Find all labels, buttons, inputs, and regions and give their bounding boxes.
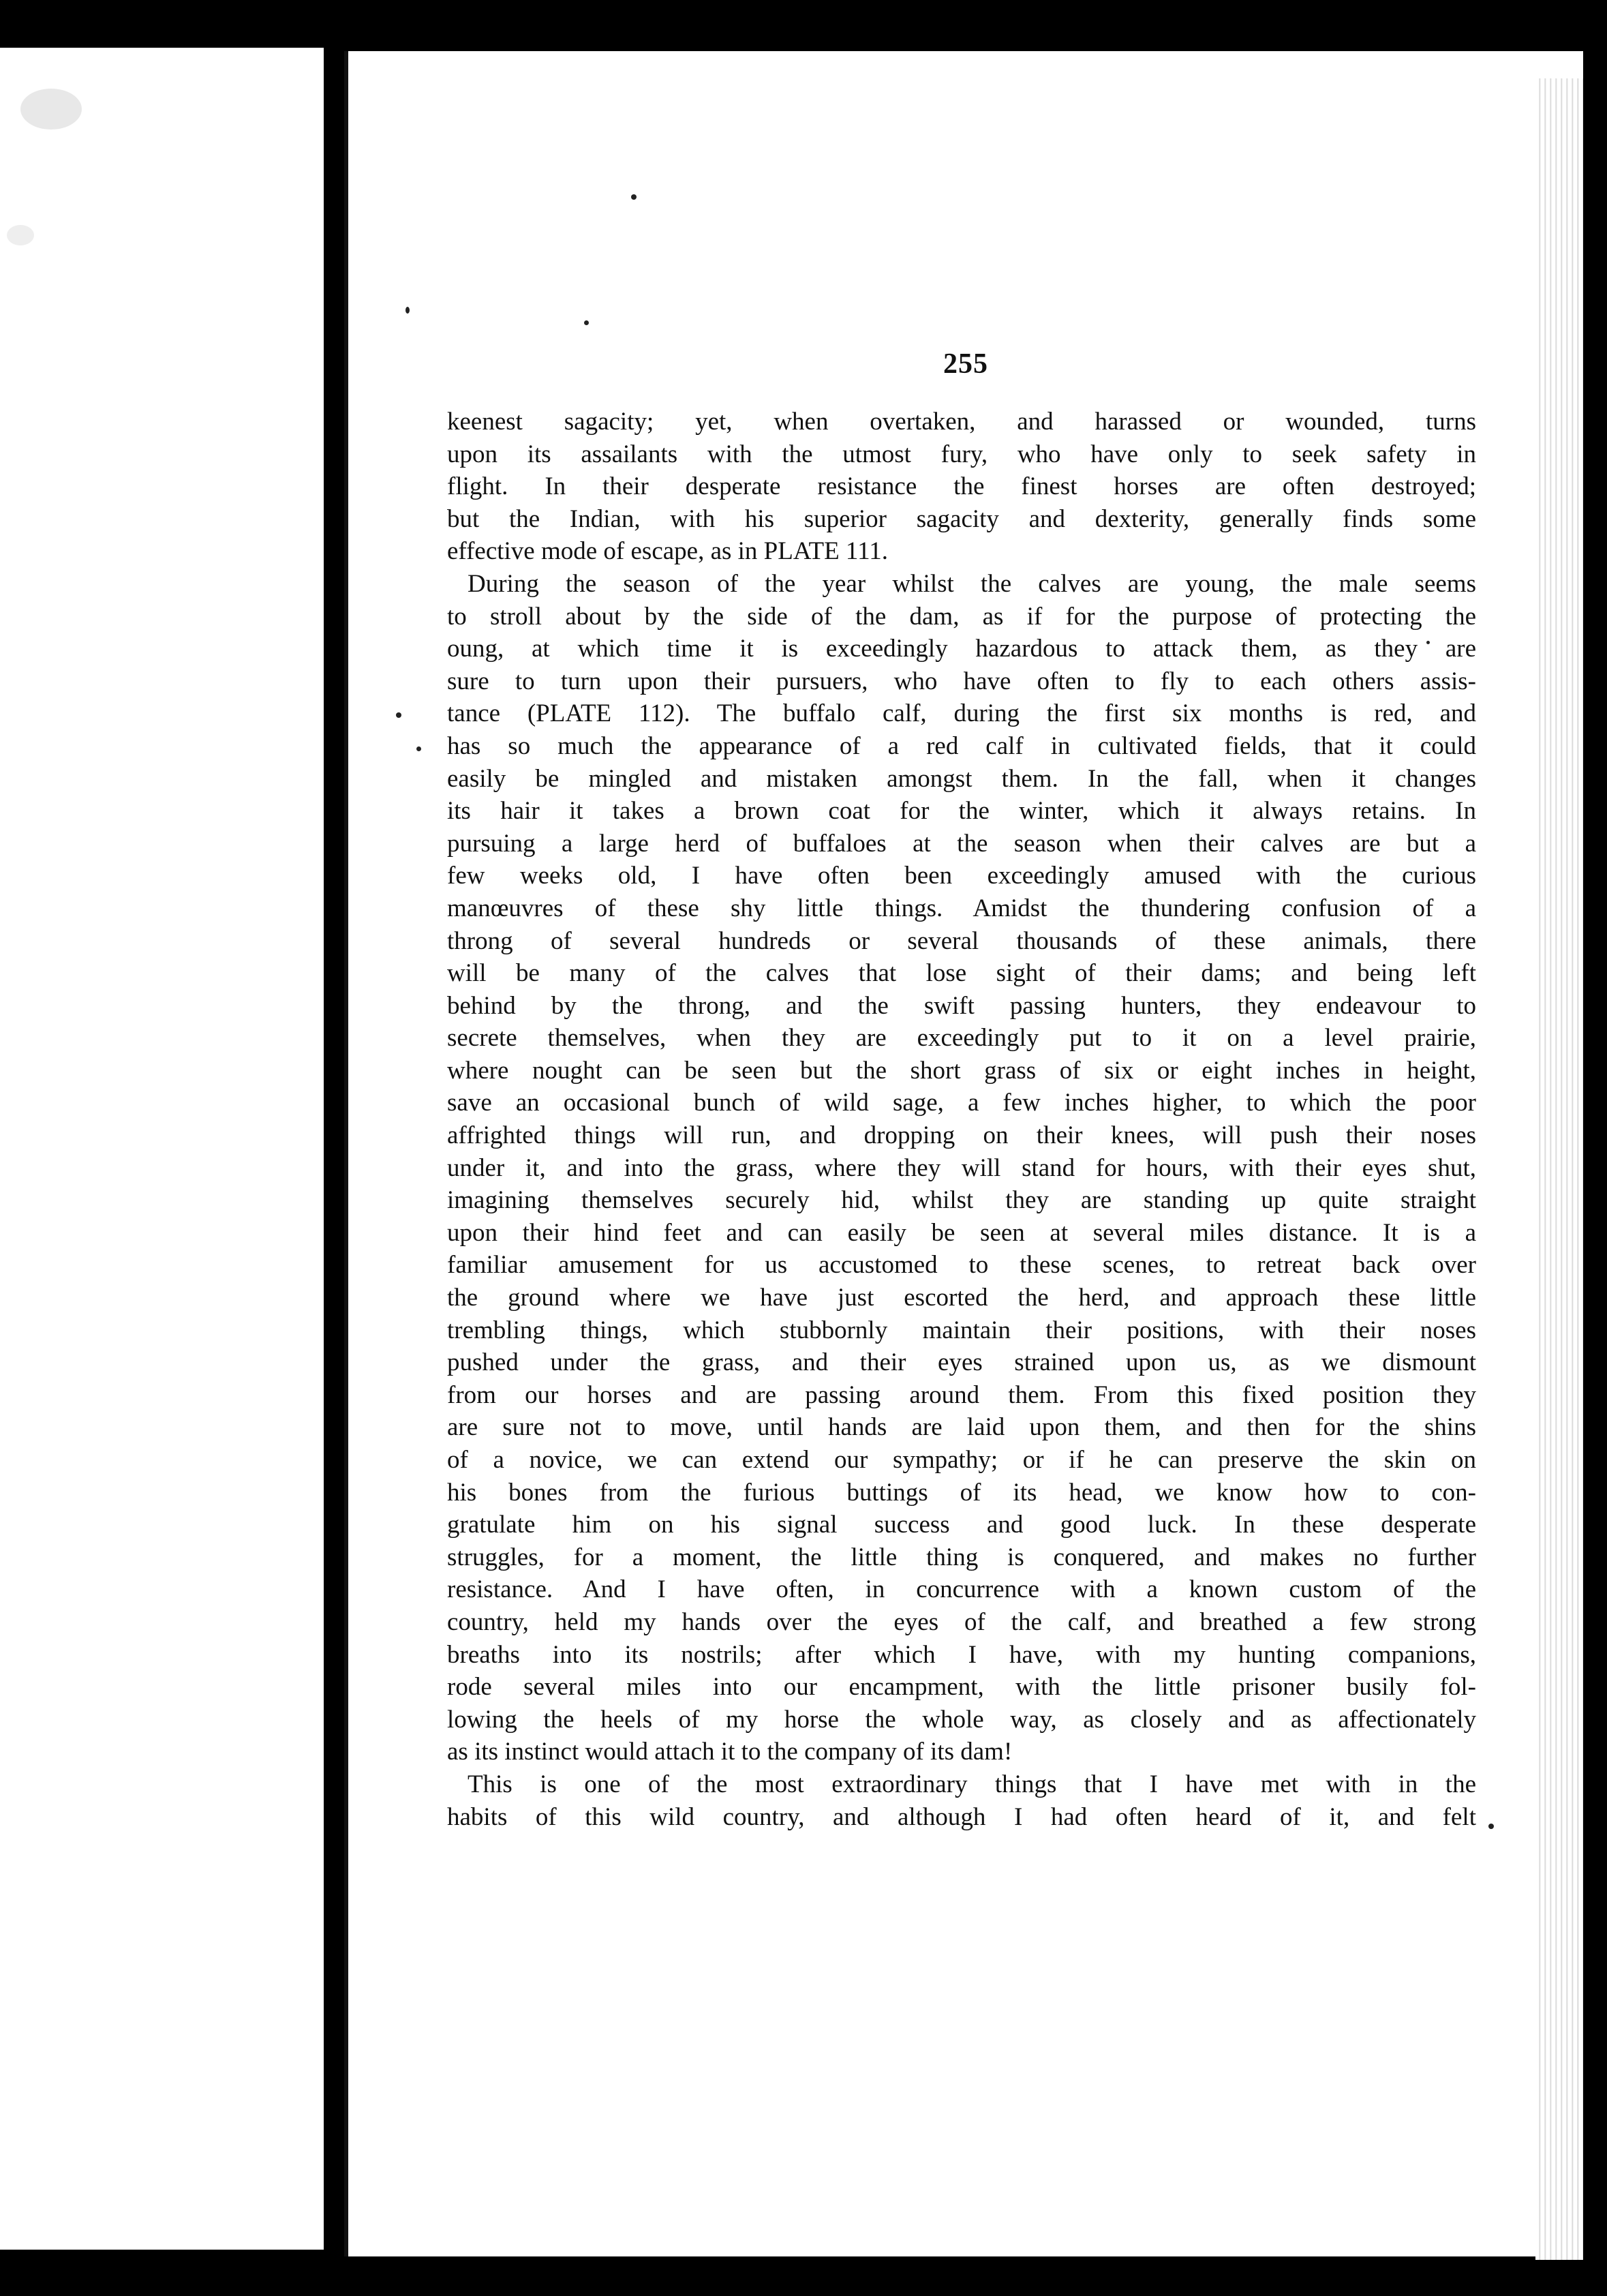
page-edge-stack: [1535, 78, 1583, 2260]
ink-speck: [584, 320, 589, 325]
text-line: its hair it takes a brown coat for the winter, which it always retains. In: [447, 797, 1476, 826]
text-line: breaths into its nostrils; after which I have, with my hunting companions,: [447, 1640, 1476, 1669]
text-line: This is one of the most extraordinary things that I have met with in the: [468, 1770, 1476, 1798]
text-line: imagining themselves securely hid, whilst they are standing up quite straight: [447, 1186, 1476, 1215]
text-line: of a novice, we can extend our sympathy; or if he can preserve the skin on: [447, 1446, 1476, 1474]
text-line: gratulate him on his signal success and good luck. In these desperate: [447, 1511, 1476, 1539]
text-line: behind by the throng, and the swift passing hunters, they endeavour to: [447, 991, 1476, 1020]
text-line: where nought can be seen but the short grass of six or eight inches in height,: [447, 1056, 1476, 1085]
text-line: struggles, for a moment, the little thing is conquered, and makes no further: [447, 1543, 1476, 1571]
ink-speck: [416, 746, 421, 751]
ink-speck: [631, 194, 637, 200]
text-line: his bones from the furious buttings of its head, we know how to con-: [447, 1478, 1476, 1507]
body-text: [447, 406, 1476, 1833]
text-line: to stroll about by the side of the dam, as if for the purpose of protecting the: [447, 602, 1476, 631]
text-line: habits of this wild country, and although I had often heard of it, and felt: [447, 1802, 1476, 1831]
text-line: pursuing a large herd of buffaloes at the season when their calves are but a: [447, 829, 1476, 858]
text-line: as its instinct would attach it to the company of its dam!: [447, 1738, 1013, 1766]
text-line: the ground where we have just escorted the herd, and approach these little: [447, 1284, 1476, 1312]
text-line: has so much the appearance of a red calf in cultivated fields, that it could: [447, 731, 1476, 760]
text-line: upon its assailants with the utmost fury, who have only to seek safety in: [447, 440, 1476, 468]
text-line: country, held my hands over the eyes of the calf, and breathed a few strong: [447, 1607, 1476, 1636]
text-line: pushed under the grass, and their eyes strained upon us, as we dismount: [447, 1348, 1476, 1377]
text-line: secrete themselves, when they are exceedingly put to it on a level prairie,: [447, 1024, 1476, 1053]
text-line: but the Indian, with his superior sagacity and dexterity, generally finds some: [447, 504, 1476, 533]
text-line: from our horses and are passing around them. From this fixed position they: [447, 1380, 1476, 1409]
text-line: effective mode of escape, as in PLATE 111.: [447, 537, 888, 566]
text-line: familiar amusement for us accustomed to these scenes, to retreat back over: [447, 1251, 1476, 1280]
text-line: During the season of the year whilst the calves are young, the male seems: [468, 569, 1476, 598]
ink-speck: [396, 712, 401, 718]
book-page: [344, 51, 1583, 2256]
page-number: 255: [943, 348, 988, 380]
ink-speck: [1488, 1824, 1494, 1829]
text-line: upon their hind feet and can easily be seen at several miles distance. It is a: [447, 1218, 1476, 1247]
text-line: resistance. And I have often, in concurrence with a known custom of the: [447, 1575, 1476, 1604]
text-line: trembling things, which stubbornly maintain their positions, with their noses: [447, 1316, 1476, 1344]
text-line: are sure not to move, until hands are laid upon them, and then for the shins: [447, 1413, 1476, 1442]
paper-speck: [7, 225, 34, 245]
text-line: will be many of the calves that lose sight of their dams; and being left: [447, 959, 1476, 988]
text-line: easily be mingled and mistaken amongst them. In the fall, when it changes: [447, 764, 1476, 793]
text-line: affrighted things will run, and dropping on their knees, will push their noses: [447, 1121, 1476, 1150]
text-line: save an occasional bunch of wild sage, a few inches higher, to which the poor: [447, 1089, 1476, 1117]
text-line: keenest sagacity; yet, when overtaken, and harassed or wounded, turns: [447, 408, 1476, 436]
text-line: manœuvres of these shy little things. Amidst the thundering confusion of a: [447, 894, 1476, 922]
ink-speck: [405, 307, 410, 314]
text-line: throng of several hundreds or several thousands of these animals, there: [447, 926, 1476, 955]
text-line: few weeks old, I have often been exceedingly amused with the curious: [447, 862, 1476, 890]
text-line: sure to turn upon their pursuers, who have often to fly to each others assis-: [447, 667, 1476, 695]
facing-blank-page: [0, 48, 324, 2250]
text-line: rode several miles into our encampment, with the little prisoner busily fol-: [447, 1673, 1476, 1702]
text-line: under it, and into the grass, where they will stand for hours, with their eyes shut,: [447, 1153, 1476, 1182]
text-line: tance (PLATE 112). The buffalo calf, during the first six months is red, and: [447, 699, 1476, 728]
text-line: lowing the heels of my horse the whole way, as closely and as affectionately: [447, 1705, 1476, 1734]
text-line: flight. In their desperate resistance the finest horses are often destroyed;: [447, 472, 1476, 501]
paper-speck: [20, 89, 82, 130]
text-line: oung, at which time it is exceedingly hazardous to attack them, as they are: [447, 635, 1476, 663]
